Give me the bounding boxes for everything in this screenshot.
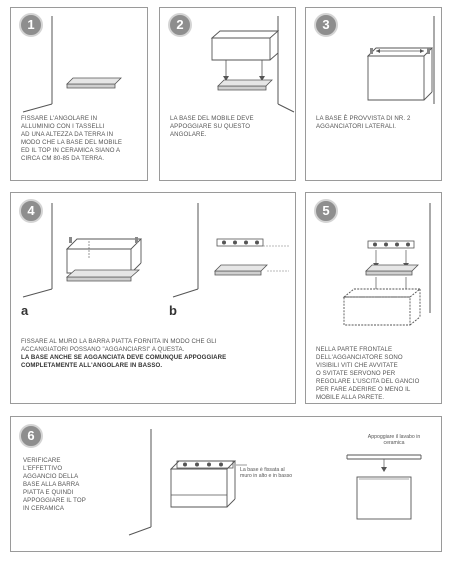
step-4-illustration [11,193,297,405]
step-4-text: FISSARE AL MURO LA BARRA PIATTA FORNITA IN MODO CHE GLI ACCANGIATORI POSSANO "AGGANCIARSI" A QUESTA. [21,338,217,353]
step-2-illustration [160,8,297,182]
step-1-text: FISSARE L'ANGOLARE IN ALLUMINIO CON I TASSELLI AD UNA ALTEZZA DA TERRA IN MODO CHE LA BASE DEL MOBILE ED IL TOP IN CERAMICA SIANO A CIRCA CM 80-85 DA TERRA. [21,115,123,162]
step-4-label-b: b [169,303,177,318]
step-3-panel [305,7,442,181]
step-4-number: 4 [19,199,43,223]
step-5-number: 5 [314,199,338,223]
step-5-panel [305,192,442,404]
step-6-note-base: La base è fissata al muro in alto e in basso [240,467,293,480]
step-6-panel [10,416,442,552]
step-6-text: VERIFICARE L'EFFETTIVO AGGANCIO DELLA BASE ALLA BARRA PIATTA E QUINDI APPOGGIARE IL TOP IN CERAMICA [23,457,86,512]
step-3-illustration [306,8,443,182]
step-2-number: 2 [168,13,192,37]
step-6-note-top: Appoggiare il lavabo in ceramica [367,434,421,447]
step-1-panel [10,7,148,181]
step-5-text: NELLA PARTE FRONTALE DELL'AGGANCIATORE SONO VISIBILI VITI CHE AVVITATE O SVITATE SERVONO PER REGOLARE L'USCITA DEL GANCIO PER FARE ADERIRE O MENO IL MOBILE ALLA PARETE. [316,346,420,401]
step-4-panel [10,192,296,404]
step-4-text-bold: LA BASE ANCHE SE AGGANCIATA DEVE COMUNQUE APPOGGIARE COMPLETAMENTE ALL'ANGOLARE IN BASSO. [21,354,227,369]
step-4-label-a: a [21,303,29,318]
step-6-number: 6 [19,424,43,448]
step-2-panel [159,7,296,181]
step-3-number: 3 [314,13,338,37]
step-1-number: 1 [19,13,43,37]
step-3-text: LA BASE È PROVVISTA DI NR. 2 AGGANCIATORI LATERALI. [316,115,411,130]
step-2-text: LA BASE DEL MOBILE DEVE APPOGGIARE SU QUESTO ANGOLARE. [170,115,254,138]
